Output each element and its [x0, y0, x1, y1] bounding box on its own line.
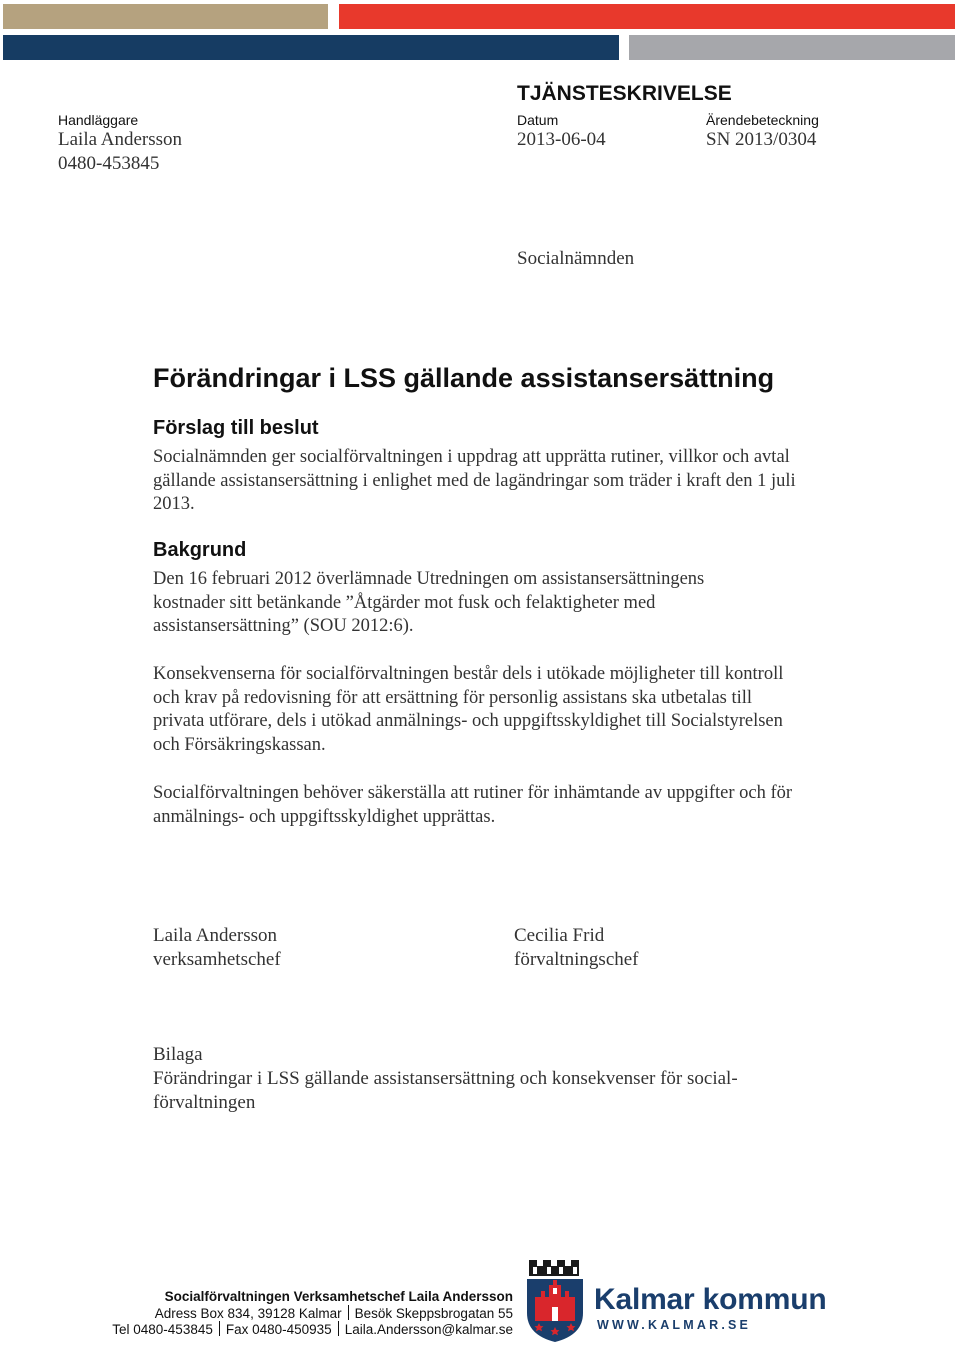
signature-1-role: verksamhetschef — [153, 949, 281, 970]
footer-email: Laila.Andersson@kalmar.se — [344, 1322, 513, 1337]
background-paragraph-1: Den 16 februari 2012 överlämnade Utredningen om assistansersättningens kostnader sitt betänkande ”Åtgärder mot fusk och felaktigheter med assistansersättning” (SOU 2012:6). — [153, 569, 705, 637]
handler-label: Handläggare — [58, 112, 139, 128]
signature-2-name: Cecilia Frid — [514, 925, 605, 946]
handler-name: Laila Andersson — [58, 129, 183, 150]
top-bar-navy — [3, 35, 619, 60]
top-bar-red — [339, 4, 955, 29]
logo-name: Kalmar kommun — [594, 1283, 827, 1316]
footer-line-2 — [155, 1305, 513, 1321]
doc-type: TJÄNSTESKRIVELSE — [517, 82, 732, 105]
logo-url: WWW.KALMAR.SE — [597, 1318, 752, 1332]
page-title: Förändringar i LSS gällande assistansersättning — [153, 363, 775, 393]
top-bar-tan — [3, 4, 328, 29]
kalmar-coat-of-arms-icon — [525, 1257, 585, 1343]
background-paragraph-2: Konsekvenserna för socialförvaltningen består dels i utökade möjligheter till kontroll och krav på redovisning för att ersättning för personlig assistans ska utbetalas till privata utförare, dels i utökad anmälnings- och uppgiftsskyldighet till Socialstyrelsen och Försäkringskassan. — [153, 664, 784, 756]
background-heading: Bakgrund — [153, 539, 247, 561]
case-value: SN 2013/0304 — [706, 129, 817, 150]
top-bar-gray — [629, 35, 955, 60]
handler-phone: 0480-453845 — [58, 153, 160, 174]
footer-tel: Tel 0480-453845 — [112, 1322, 213, 1337]
date-value: 2013-06-04 — [517, 129, 606, 150]
footer-visit: Besök Skeppsbrogatan 55 — [354, 1306, 513, 1321]
attachment-label: Bilaga — [153, 1044, 203, 1065]
case-label: Ärendebeteckning — [706, 112, 819, 128]
date-label: Datum — [517, 112, 559, 128]
footer-fax: Fax 0480-450935 — [225, 1322, 332, 1337]
footer-line-3 — [112, 1321, 513, 1337]
footer-separator — [219, 1321, 220, 1336]
attachment-line-1: Förändringar i LSS gällande assistansersättning och konsekvenser för social- — [153, 1068, 738, 1089]
proposal-text: Socialnämnden ger socialförvaltningen i uppdrag att upprätta rutiner, villkor och avtal gällande assistansersättning i enlighet med de lagändringar som träder i kraft den 1 juli 2013. — [153, 447, 796, 515]
footer-separator — [338, 1321, 339, 1336]
recipient: Socialnämnden — [517, 248, 635, 269]
signature-2-role: förvaltningschef — [514, 949, 639, 970]
footer-separator — [348, 1305, 349, 1320]
attachment-line-2: förvaltningen — [153, 1092, 256, 1113]
proposal-heading: Förslag till beslut — [153, 417, 319, 439]
footer-address: Adress Box 834, 39128 Kalmar — [154, 1306, 342, 1321]
background-paragraph-3: Socialförvaltningen behöver säkerställa att rutiner för inhämtande av uppgifter och för anmälnings- och uppgiftsskyldighet upprättas. — [153, 783, 793, 827]
footer-line-1: Socialförvaltningen Verksamhetschef Laila Andersson — [164, 1289, 513, 1304]
signature-1-name: Laila Andersson — [153, 925, 278, 946]
